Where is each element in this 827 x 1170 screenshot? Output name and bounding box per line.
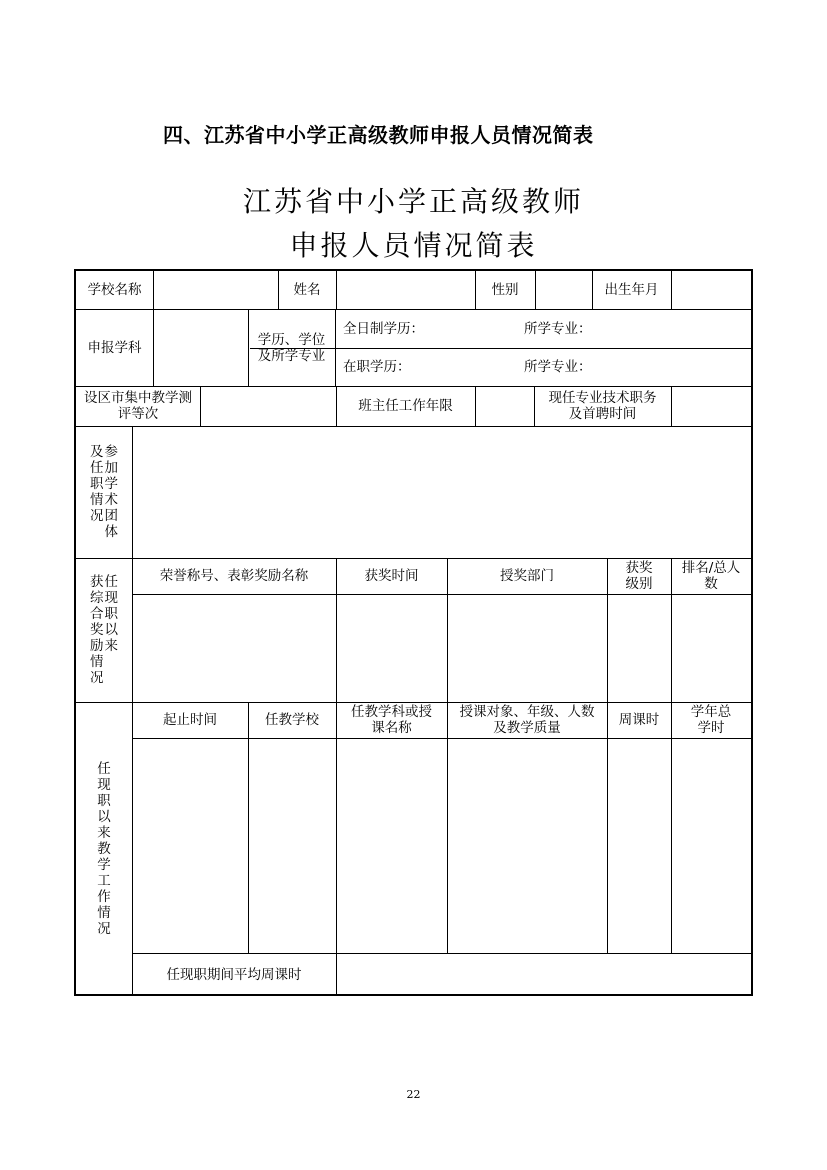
form-title-line1: 江苏省中小学正高级教师 [242, 185, 584, 218]
label-birth: 出生年月 [604, 282, 659, 298]
label-headteacher-years: 班主任工作年限 [358, 398, 453, 414]
academic-label-col-2: 及 任 职 情 况 [90, 444, 104, 524]
label-parttime-education: 在职学历： [343, 359, 411, 375]
awards-label-col-2: 获 综 合 奖 励 情 况 [90, 574, 104, 686]
header-award-dept: 授奖部门 [500, 568, 554, 584]
header-course: 任教学科或授课名称 [351, 704, 432, 736]
page-number: 22 [406, 1088, 421, 1101]
application-form-table [74, 269, 753, 996]
label-academic-groups [76, 426, 132, 558]
header-award-name: 荣誉称号、表彰奖励名称 [159, 568, 309, 584]
label-subject: 申报学科 [87, 339, 142, 356]
label-average-weekly-hours: 任现职期间平均周课时 [166, 966, 302, 983]
label-awards [76, 558, 132, 702]
label-professional-title: 现任专业技术职务及首聘时间 [548, 390, 657, 422]
header-target: 授课对象、年级、人数及教学质量 [459, 704, 595, 736]
label-name: 姓名 [293, 282, 321, 298]
header-school: 任教学校 [265, 712, 319, 728]
label-major-parttime: 所学专业： [524, 359, 592, 375]
header-period: 起止时间 [163, 712, 217, 728]
teaching-label-col-1: 任 现 职 以 来 教 学 工 作 情 况 [97, 761, 111, 937]
section-heading: 四、江苏省中小学正高级教师申报人员情况简表 [163, 123, 594, 147]
academic-label-col-1: 参 加 学 术 团 体 [104, 444, 118, 540]
header-weekly-hours: 周课时 [618, 712, 660, 728]
header-total-hours: 学年总学时 [690, 704, 732, 736]
label-teaching-work [76, 702, 132, 996]
label-gender: 性别 [491, 282, 519, 298]
label-major-fulltime: 所学专业： [524, 320, 592, 337]
label-evaluation: 设区市集中教学测评等次 [84, 390, 192, 422]
awards-label-col-1: 任 现 职 以 来 [104, 574, 118, 654]
header-award-level: 获奖级别 [625, 560, 653, 592]
label-education: 学历、学位及所学专业 [257, 331, 326, 364]
label-school-name: 学校名称 [87, 282, 142, 298]
header-award-time: 获奖时间 [364, 568, 419, 584]
header-award-rank: 排名/总人数 [681, 560, 741, 592]
label-fulltime-education: 全日制学历： [343, 320, 424, 337]
form-title-line2: 申报人员情况简表 [289, 229, 538, 262]
